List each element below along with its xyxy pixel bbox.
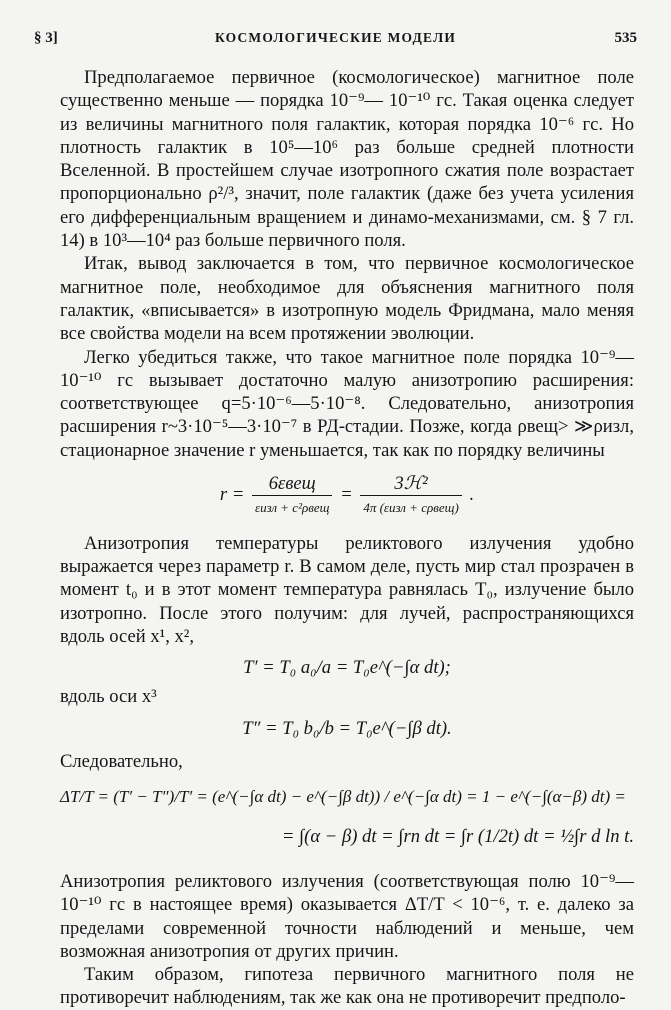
fraction-r-1-denominator: εизл + c²ρвещ <box>254 500 330 516</box>
page-number: 535 <box>614 30 637 46</box>
paragraph-2: Итак, вывод заключается в том, что первичное космологическое магнитное поле, необходимое для объяснения магнитного поля галактик, «вписывается» в изотропную модель Фридмана, мало меняя все свойства модели на всем протяжении эволюции. <box>60 253 634 345</box>
paragraph-6: Таким образом, гипотеза первичного магнитного поля не противоречит наблюдениям, так же как она не противоречит предполо- <box>60 964 634 1009</box>
label-along-x3: вдоль оси x³ <box>60 686 157 708</box>
equation-t-double-prime: T″ = T₀ b₀/b = T₀e^(−∫β dt). <box>242 717 452 739</box>
chapter-title: КОСМОЛОГИЧЕСКИЕ МОДЕЛИ <box>214 30 457 45</box>
paragraph-1: Предполагаемое первичное (космологическое) магнитное поле существенно меньше — порядка 10⁻⁹— 10⁻¹⁰ гс. Такая оценка следует из величины магнитного поля галактик, которая порядка 10⁻⁶ гс. Но плотность галактик в 10⁵—10⁶ раз больше средней плотности Вселенной. В простейшем случае изотропного сжатия поле возрастает пропорционально ρ²/³, значит, поле галактик (даже без учета усиления его дифференциальным вращением и динамо-механизмами, см. § 7 гл. 14) в 10³—10⁴ раз больше первичного поля. <box>60 67 634 252</box>
paragraph-3: Легко убедиться также, что такое магнитное поле порядка 10⁻⁹— 10⁻¹⁰ гс вызывает достаточно малую анизотропию расширения: соответствующее q=5·10⁻⁶—5·10⁻⁸. Следовательно, анизотропия расширения r~3·10⁻⁵—3·10⁻⁷ в РД-стадии. Позже, когда ρвещ> ≫ρизл, стационарное значение r уменьшается, так как по порядку величины <box>60 346 634 461</box>
equation-delta-t: ΔT/T = (T′ − T″)/T′ = (e^(−∫α dt) − e^(−∫β dt)) / e^(−∫α dt) = 1 − e^(−∫(α−β) dt) = <box>60 787 626 807</box>
equation-r-lhs: r = <box>219 484 245 506</box>
equation-r-equals: = <box>340 484 353 506</box>
paragraph-4: Анизотропия температуры реликтового излучения удобно выражается через параметр r. В самом деле, пусть мир стал прозрачен в момент t₀ и в этот момент температура равнялась T₀, излучение было изотропно. После этого получим: для лучей, распространяющихся вдоль осей x¹, x², <box>60 532 634 647</box>
equation-r <box>60 472 634 520</box>
fraction-r-2 <box>360 472 461 520</box>
fraction-r-1-numerator: 6εвещ <box>252 472 332 496</box>
section-marker: § 3] <box>34 30 58 46</box>
equation-r-period: . <box>469 484 475 506</box>
paragraph-5: Анизотропия реликтового излучения (соответствующая полю 10⁻⁹— 10⁻¹⁰ гс в настоящее время) оказывается ΔT/T < 10⁻⁶, т. е. далеко за пределами современной точности наблюдений и меньше, чем возможная анизотропия от других причин. <box>60 870 634 962</box>
fraction-r-2-numerator: 3ℋ² <box>360 472 461 496</box>
page-body <box>60 66 634 1010</box>
fraction-r-2-denominator: 4π (εизл + cρвещ) <box>363 500 459 516</box>
fraction-r-1 <box>252 472 332 520</box>
equation-delta-t-continued: = ∫(α − β) dt = ∫rn dt = ∫r (1/2t) dt = ½∫r d ln t. <box>281 825 634 847</box>
label-therefore: Следовательно, <box>60 751 183 773</box>
equation-t-prime: T′ = T₀ a₀/a = T₀e^(−∫α dt); <box>243 657 451 679</box>
running-header <box>34 30 637 54</box>
